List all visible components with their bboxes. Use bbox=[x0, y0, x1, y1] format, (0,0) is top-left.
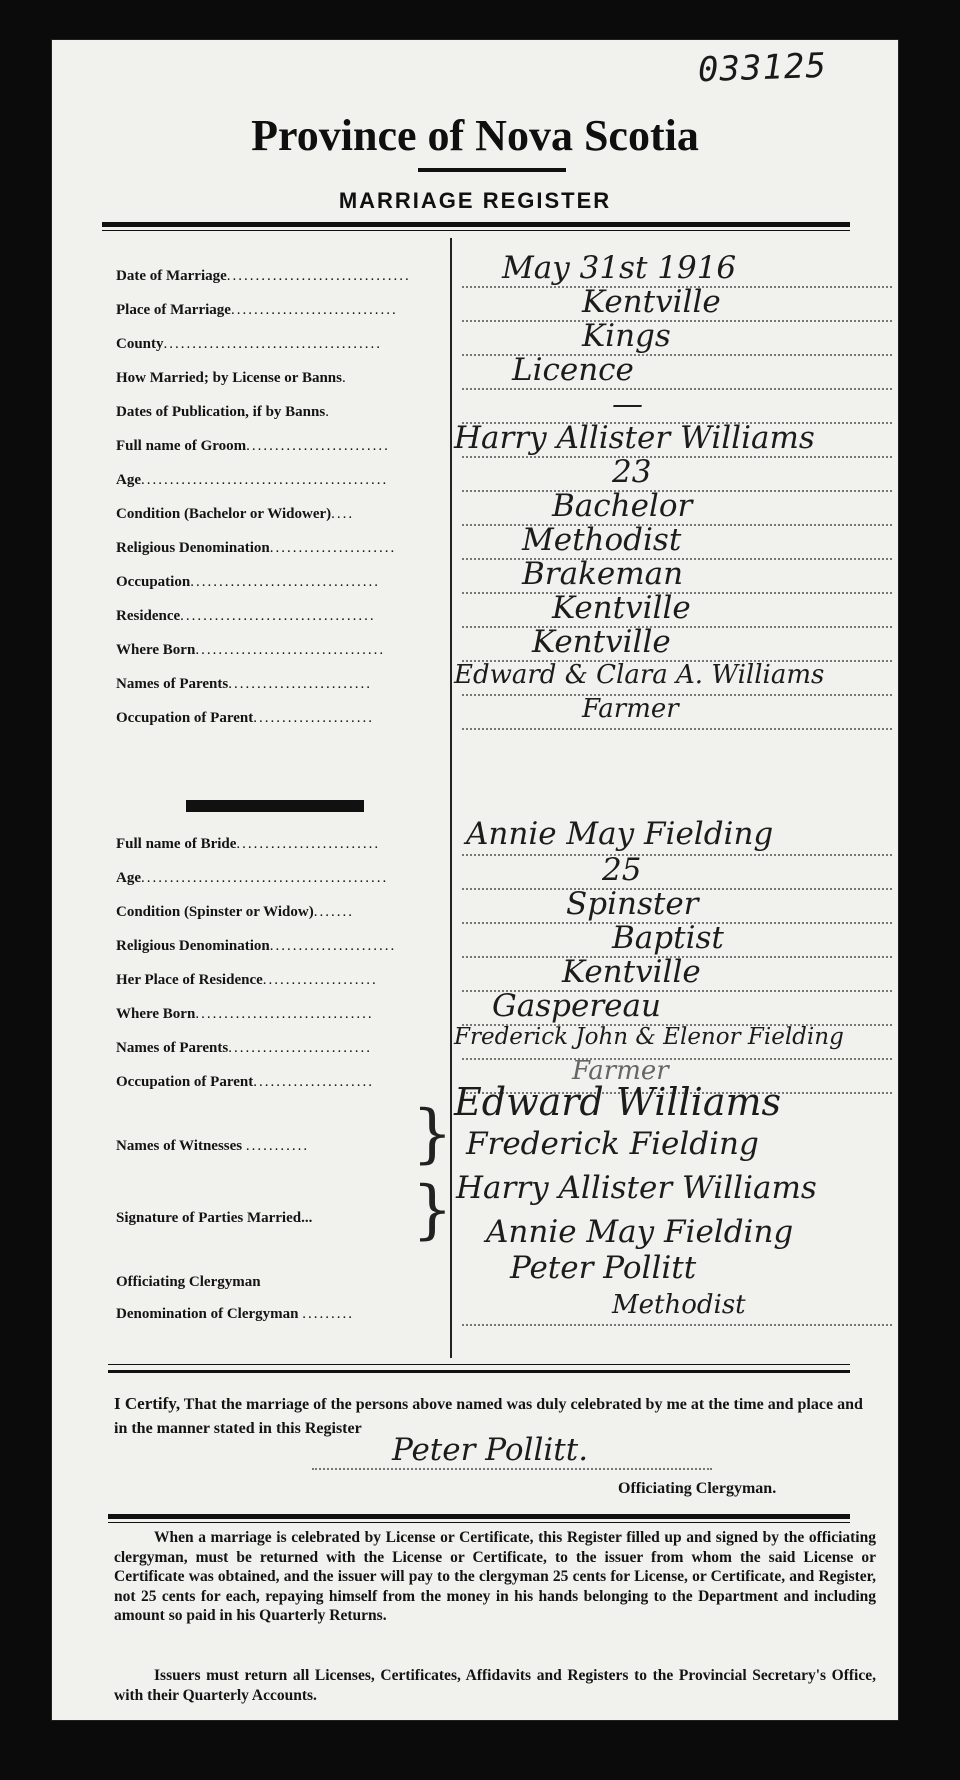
document-subtitle: MARRIAGE REGISTER bbox=[338, 188, 612, 213]
label-bride-name: Full name of Bride......................... bbox=[116, 836, 381, 852]
value-groom-residence: Kentville bbox=[552, 590, 691, 626]
label-bride-condition: Condition (Spinster or Widow)....... bbox=[116, 904, 354, 920]
value-groom-parents: Edward & Clara A. Williams bbox=[454, 660, 825, 690]
value-place-of-marriage: Kentville bbox=[582, 284, 721, 320]
header-divider bbox=[102, 222, 850, 227]
value-groom-birthplace: Kentville bbox=[532, 624, 671, 660]
header-divider-thin bbox=[102, 230, 850, 231]
witnesses-brace: } bbox=[412, 1097, 453, 1171]
line-how-married bbox=[462, 388, 892, 390]
label-bride-parents: Names of Parents......................... bbox=[116, 1040, 372, 1056]
certification-body: That the marriage of the persons above named was duly celebrated by me at the time and place and in the manner stated in this Register bbox=[114, 1396, 863, 1437]
title-underline bbox=[418, 168, 566, 172]
return-instructions: When a marriage is celebrated by License or Certificate, this Register filled up and signed by the officiating clergyman, must be returned with the License or Certificate, to the issuer from whom the said License or Certificate was obtained, and the issuer will pay to the clergyman 25 cents for License, or Certificate, and Register, not 25 cents for each, repaying himself from the money in his hands belonging to the Department and including amount so paid in his Quarterly Returns. bbox=[114, 1529, 876, 1624]
document-title: Province of Nova Scotia bbox=[251, 111, 699, 160]
label-groom-parent-occupation: Occupation of Parent..................... bbox=[116, 710, 374, 726]
line-place-of-marriage bbox=[462, 320, 892, 322]
value-witness-2: Frederick Fielding bbox=[466, 1126, 759, 1162]
label-groom-parents: Names of Parents......................... bbox=[116, 676, 372, 692]
value-date-of-marriage: May 31st 1916 bbox=[502, 250, 737, 286]
line-groom-name bbox=[462, 456, 892, 458]
value-bride-name: Annie May Fielding bbox=[466, 816, 774, 852]
value-bride-parent-occupation: Farmer bbox=[572, 1056, 669, 1086]
value-county: Kings bbox=[582, 318, 671, 354]
label-county: County...................................... bbox=[116, 336, 383, 352]
label-bride-residence: Her Place of Residence.................... bbox=[116, 972, 378, 988]
value-bride-condition: Spinster bbox=[566, 886, 699, 922]
label-signatures: Signature of Parties Married... bbox=[116, 1210, 313, 1226]
label-bride-birthplace: Where Born............................... bbox=[116, 1006, 374, 1022]
value-dates-of-publication: — bbox=[612, 386, 643, 422]
cert-signature-line bbox=[312, 1468, 712, 1470]
note-divider-thin bbox=[108, 1522, 850, 1523]
line-clergy-denomination bbox=[462, 1324, 892, 1326]
value-clergy-denomination: Methodist bbox=[612, 1290, 746, 1320]
line-groom-residence bbox=[462, 626, 892, 628]
issuers-instructions: Issuers must return all Licenses, Certificates, Affidavits and Registers to the Provincial Secretary's Office, with their Quarterly Accounts. bbox=[114, 1667, 876, 1704]
value-how-married: Licence bbox=[512, 352, 634, 388]
label-bride-age: Age........................................... bbox=[116, 870, 389, 886]
line-groom-parent-occupation bbox=[462, 728, 892, 730]
label-groom-religion: Religious Denomination...................... bbox=[116, 540, 397, 556]
value-bride-birthplace: Gaspereau bbox=[492, 988, 661, 1024]
label-place-of-marriage: Place of Marriage............................. bbox=[116, 302, 398, 318]
value-officiating-clergyman: Peter Pollitt bbox=[510, 1250, 697, 1286]
value-groom-religion: Methodist bbox=[522, 522, 682, 558]
label-how-married: How Married; by License or Banns. bbox=[116, 370, 348, 386]
cert-divider bbox=[108, 1370, 850, 1373]
label-officiating-clergyman: Officiating Clergyman bbox=[116, 1274, 261, 1290]
value-bride-parents: Frederick John & Elenor Fielding bbox=[454, 1024, 844, 1050]
cert-signature: Peter Pollitt. bbox=[392, 1432, 589, 1468]
label-groom-residence: Residence.................................. bbox=[116, 608, 376, 624]
value-bride-religion: Baptist bbox=[612, 920, 724, 956]
label-bride-parent-occupation: Occupation of Parent..................... bbox=[116, 1074, 374, 1090]
bride-section-bar bbox=[186, 800, 364, 812]
value-groom-occupation: Brakeman bbox=[522, 556, 684, 592]
value-groom-name: Harry Allister Williams bbox=[454, 420, 815, 456]
value-groom-parent-occupation: Farmer bbox=[582, 694, 679, 724]
value-bride-age: 25 bbox=[602, 852, 642, 888]
label-groom-occupation: Occupation................................. bbox=[116, 574, 380, 590]
register-form bbox=[52, 40, 898, 1720]
line-bride-parents bbox=[462, 1058, 892, 1060]
value-groom-age: 23 bbox=[612, 454, 652, 490]
label-groom-condition: Condition (Bachelor or Widower).... bbox=[116, 506, 355, 522]
label-groom-name: Full name of Groom......................... bbox=[116, 438, 390, 454]
value-groom-condition: Bachelor bbox=[552, 488, 693, 524]
note-divider bbox=[108, 1514, 850, 1519]
value-signature-groom: Harry Allister Williams bbox=[456, 1170, 817, 1206]
label-groom-age: Age........................................... bbox=[116, 472, 389, 488]
value-witness-1: Edward Williams bbox=[454, 1080, 782, 1124]
label-dates-of-publication: Dates of Publication, if by Banns. bbox=[116, 404, 331, 420]
value-bride-residence: Kentville bbox=[562, 954, 701, 990]
line-bride-name bbox=[462, 854, 892, 856]
serial-number: 033125 bbox=[697, 45, 828, 91]
cert-divider-thin bbox=[108, 1364, 850, 1365]
label-groom-birthplace: Where Born................................. bbox=[116, 642, 386, 658]
signatures-brace: } bbox=[412, 1173, 453, 1247]
label-date-of-marriage: Date of Marriage................................ bbox=[116, 268, 411, 284]
value-signature-bride: Annie May Fielding bbox=[486, 1214, 794, 1250]
label-witnesses: Names of Witnesses ........... bbox=[116, 1138, 310, 1154]
label-bride-religion: Religious Denomination...................... bbox=[116, 938, 397, 954]
cert-role-label: Officiating Clergyman. bbox=[618, 1480, 777, 1497]
label-clergy-denomination: Denomination of Clergyman ......... bbox=[116, 1306, 354, 1322]
certification-lead: I Certify, bbox=[114, 1394, 181, 1413]
